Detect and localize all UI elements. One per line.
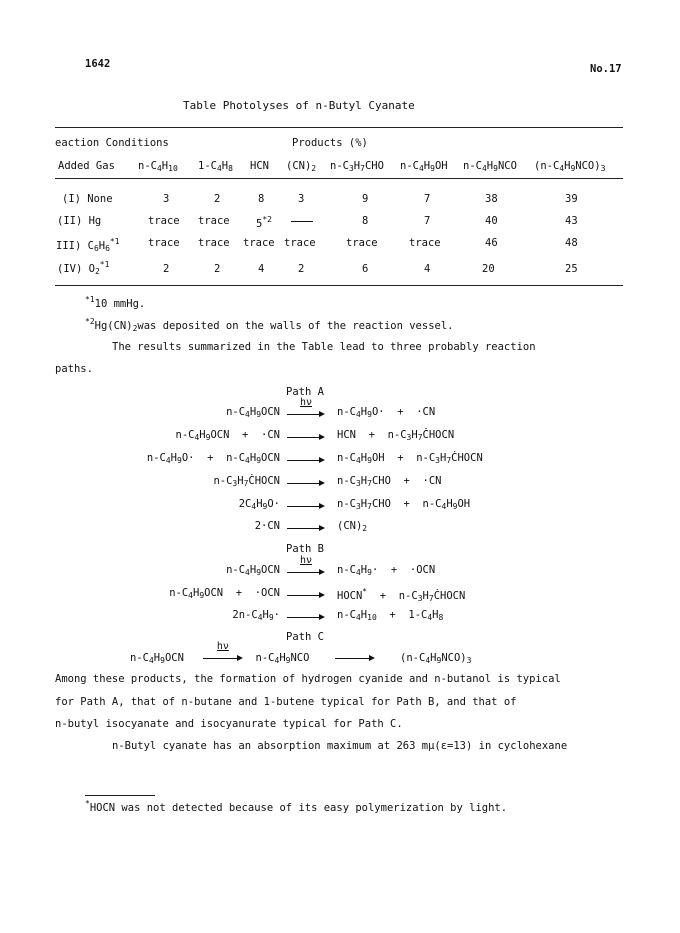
table-cell: trace [284,237,316,249]
footnote-1: $^{*1}$10 mmHg. [85,295,146,310]
row-label-none: (I) None [62,193,113,205]
col-butyraldehyde: $n-C_3H_7CHO$ [330,160,384,173]
header-reaction-conditions: eaction Conditions [55,137,169,149]
col-cyanogen: $(CN)_2$ [286,160,317,173]
reaction-arrow [287,589,325,601]
path-c-heading: Path C [286,631,324,643]
footnote-separator [85,795,155,796]
eq-a6-lhs: 2·CN [254,520,280,532]
eq-b2-lhs: $n-C_4H_9OCN + \cdot OCN$ [169,587,280,600]
table-title: Table Photolyses of n-Butyl Cyanate [183,99,415,112]
eq-a1-lhs: $n-C_4H_9OCN$ [226,406,280,419]
path-b-heading: Path B [286,543,324,555]
hv-arrow: hν [287,566,325,578]
eq-a1-rhs: $n-C_4H_9O\cdot + \cdot CN$ [337,406,436,419]
table-cell: 38 [485,193,498,205]
col-hcn: HCN [250,160,269,172]
table-top-rule [55,127,623,128]
hv-arrow: hν [287,408,325,420]
eq-a3-lhs: $n-C_4H_9O\cdot + n-C_4H_9OCN$ [146,452,280,465]
eq-a4-rhs: $n-C_3H_7CHO + \cdot CN$ [337,475,442,488]
table-cell: trace [198,237,230,249]
intro-line-2: paths. [55,363,93,375]
intro-line-1: The results summarized in the Table lead to three probably reaction [112,341,536,353]
reaction-arrow [287,522,325,534]
col-butene: $1-C_4H_8$ [198,160,233,173]
table-bottom-rule [55,285,623,286]
table-cell: trace [148,237,180,249]
table-cell: 40 [485,215,498,227]
eq-a5-lhs: $2C_4H_9O\cdot$ [238,498,280,511]
conclusion-line-3: n-butyl isocyanate and isocyanurate typical for Path C. [55,718,403,730]
conclusion-line-1: Among these products, the formation of hydrogen cyanide and n-butanol is typical [55,673,561,685]
table-cell: 48 [565,237,578,249]
col-butane: $n-C_4H_{10}$ [138,160,178,173]
bottom-footnote: *HOCN was not detected because of its easy polymerization by light. [85,799,508,814]
table-header-rule [55,178,623,179]
table-cell: 3 [163,193,170,205]
row-label-hg: (II) Hg [57,215,102,227]
table-cell: 25 [565,263,578,275]
table-cell: trace [409,237,441,249]
eq-c1: $n-C_4H_9OCN$ hν $n-C_4H_9NCO$ $(n-C_4H_9NCO)_3$ [130,641,472,665]
eq-b1-lhs: $n-C_4H_9OCN$ [226,564,280,577]
table-cell: 20 [482,263,495,275]
table-cell: trace [148,215,180,227]
table-cell: 2 [163,263,170,275]
table-cell: 8 [258,193,265,205]
col-isocyanate: $n-C_4H_9NCO$ [463,160,517,173]
table-cell: trace [346,237,378,249]
page-number: 1642 [85,58,111,70]
col-isocyanurate: $(n-C_4H_9NCO)_3$ [534,160,606,173]
row-label-oxygen: (IV) $O_2^{*1}$ [57,260,110,276]
issue-number: No.17 [590,63,622,75]
eq-a4-lhs: $n-C_3H_7ĊHOCN$ [213,475,280,488]
header-products: Products (%) [292,137,368,149]
table-cell: 3 [298,193,305,205]
reaction-arrow [287,454,325,466]
table-cell: 8 [362,215,369,227]
table-cell-hcn-hg: 5$^{*2}$ [256,215,272,230]
table-cell: 4 [258,263,265,275]
table-cell: 9 [362,193,369,205]
table-cell: 6 [362,263,369,275]
table-cell: trace [198,215,230,227]
table-cell: 4 [424,263,431,275]
reaction-arrow [287,477,325,489]
table-cell: 7 [424,215,431,227]
table-cell: 2 [214,263,221,275]
col-butanol: $n-C_4H_9OH$ [400,160,448,173]
path-a-heading: Path A [286,386,324,398]
footnote-2: $^{*2}Hg(CN)_2was$ deposited on the walls of the reaction vessel. [85,317,454,333]
eq-a3-rhs: $n-C_4H_9OH$ + $n-C_3H_7ĊHOCN$ [337,452,483,465]
table-cell: 43 [565,215,578,227]
table-cell: trace [243,237,275,249]
row-label-benzene: III) $C_6H_6^{*1}$ [56,237,120,253]
reaction-arrow [287,431,325,443]
eq-b1-rhs: $n-C_4H_9\cdot + \cdot OCN$ [337,564,436,577]
eq-b2-rhs: HOCN* + $n-C_3H_7ĊHOCN$ [337,587,466,603]
table-cell: 7 [424,193,431,205]
conclusion-line-4: n-Butyl cyanate has an absorption maximum at 263 mμ(ε=13) in cyclohexane [112,740,568,752]
table-cell: 2 [298,263,305,275]
reaction-arrow [287,611,325,623]
eq-b3-lhs: $2n-C_4H_9\cdot$ [232,609,280,622]
eq-a2-rhs: HCN + $n-C_3H_7ĊHOCN$ [337,429,455,442]
eq-a6-rhs: $(CN)_2$ [337,520,368,533]
table-cell: 46 [485,237,498,249]
table-cell: 2 [214,193,221,205]
col-added-gas: Added Gas [58,160,115,172]
eq-a5-rhs: $n-C_3H_7CHO + n-C_4H_9OH$ [337,498,471,511]
conclusion-line-2: for Path A, that of n-butane and 1-butene typical for Path B, and that of [55,696,517,708]
table-cell: 39 [565,193,578,205]
blank-dash [291,213,313,225]
reaction-arrow [287,500,325,512]
eq-b3-rhs: $n-C_4H_{10} + 1-C_4H_8$ [337,609,444,622]
eq-a2-lhs: $n-C_4H_9OCN + \cdot CN$ [175,429,280,442]
